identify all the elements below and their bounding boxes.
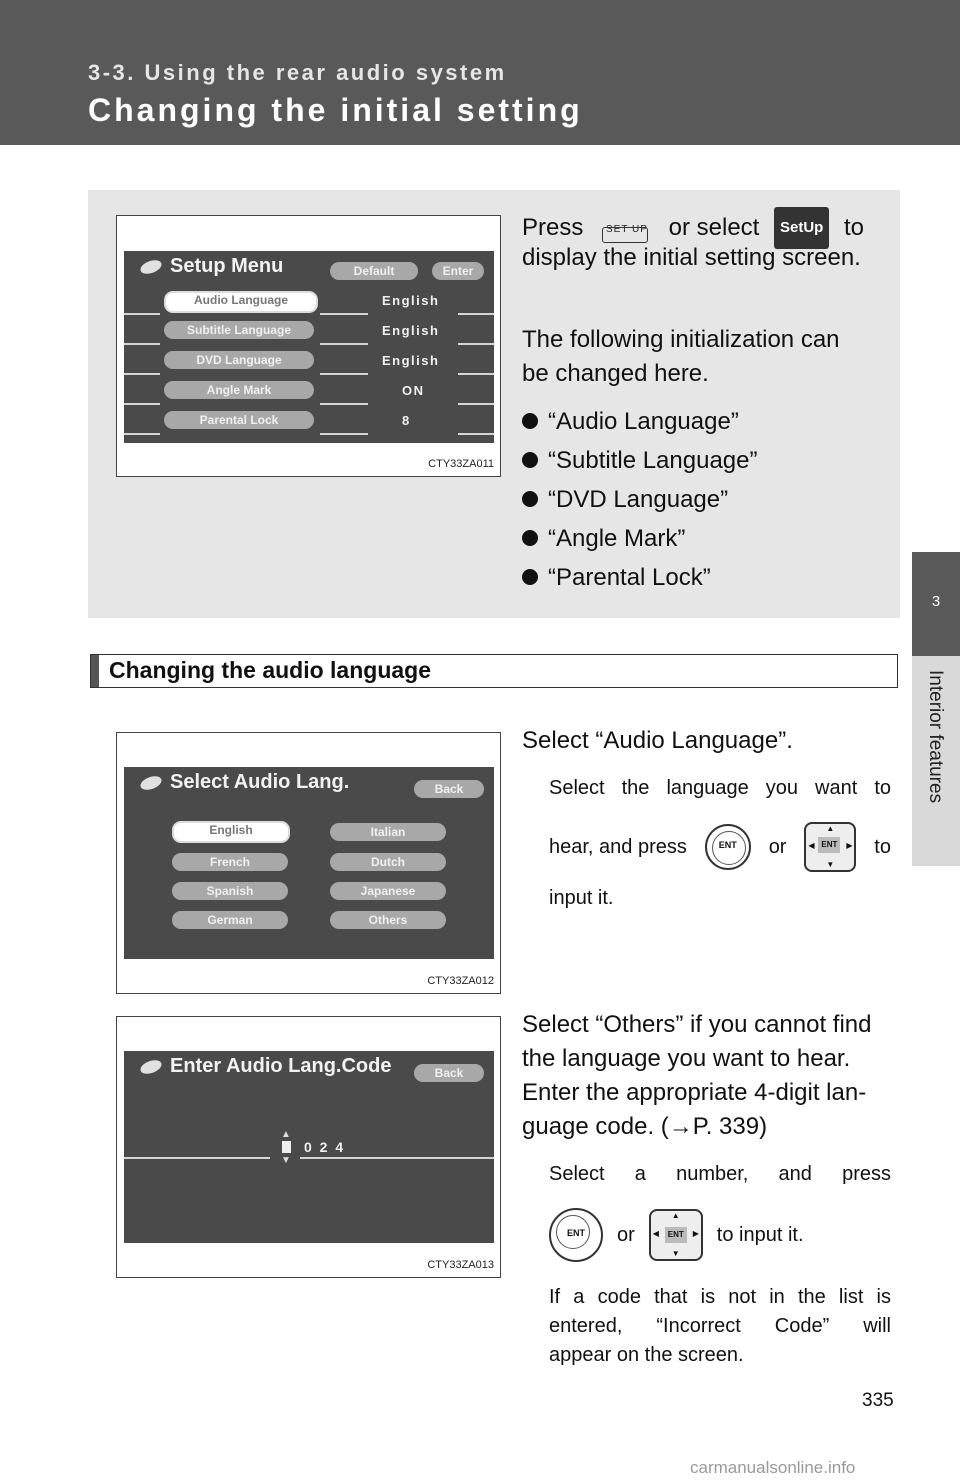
divider	[320, 373, 368, 375]
step-1-note-a: Select the language you want to	[549, 777, 891, 799]
divider	[300, 1157, 494, 1159]
bullet-icon	[522, 530, 538, 546]
divider	[458, 433, 494, 435]
divider	[320, 403, 368, 405]
setup-menu-screen	[124, 251, 494, 443]
step-2-line: the language you want to hear.	[522, 1045, 851, 1072]
figure-enter-code	[116, 1016, 501, 1278]
setup-row-value: ON	[402, 383, 425, 398]
figure-code: CTY33ZA013	[427, 1259, 494, 1271]
bullet-icon	[522, 452, 538, 468]
page-header	[0, 0, 960, 145]
setup-row-value: English	[382, 293, 440, 308]
setup-row-label[interactable]: Angle Mark	[164, 381, 314, 399]
default-button[interactable]: Default	[330, 262, 418, 280]
section-label: 3-3. Using the rear audio system	[88, 60, 507, 85]
setup-row-value: English	[382, 323, 440, 338]
enter-button[interactable]: Enter	[432, 262, 484, 280]
chapter-tab-label: Interior features	[925, 670, 946, 804]
page-title: Changing the initial setting	[88, 92, 583, 128]
disc-icon	[139, 258, 164, 277]
divider	[124, 313, 160, 315]
step-2-line: Select “Others” if you cannot find	[522, 1011, 872, 1038]
language-option[interactable]: Dutch	[330, 853, 446, 871]
step-2-line: guage code. (→P. 339)	[522, 1113, 768, 1140]
setup-row-label[interactable]: Parental Lock	[164, 411, 314, 429]
enter-code-screen	[124, 1051, 494, 1243]
list-item: “Audio Language”	[522, 408, 739, 436]
step-2-note-a: Select a number, and press	[549, 1163, 891, 1185]
step-1-note-c: input it.	[549, 887, 614, 909]
figure-select-audio-lang	[116, 732, 501, 994]
step-2-note-c: appear on the screen.	[549, 1344, 744, 1366]
step-2-line: Enter the appropriate 4-digit lan-	[522, 1079, 867, 1106]
divider	[124, 373, 160, 375]
to-word: to	[843, 214, 864, 241]
screen-title: Enter Audio Lang.Code	[170, 1055, 392, 1077]
select-lang-screen	[124, 767, 494, 959]
divider	[320, 313, 368, 315]
ent-joystick-icon: ▲ ▼ ◀ ▶ ENT	[649, 1209, 703, 1261]
or-select-word: or select	[668, 214, 760, 241]
language-option[interactable]: Italian	[330, 823, 446, 841]
setup-onscreen-button-icon: SetUp	[774, 207, 829, 249]
language-option[interactable]: Spanish	[172, 882, 288, 900]
language-option[interactable]: English	[172, 821, 290, 843]
ent-joystick-icon: ▲ ▼ ◀ ▶ ENT	[804, 822, 856, 872]
language-option[interactable]: French	[172, 853, 288, 871]
language-option[interactable]: Japanese	[330, 882, 446, 900]
step-2-note-c: entered, “Incorrect Code” will	[549, 1315, 891, 1337]
intro-following: The following initialization can be changed here.	[522, 326, 840, 387]
figure-code: CTY33ZA012	[427, 975, 494, 987]
bullet-icon	[522, 569, 538, 585]
step-2-note-c: If a code that is not in the list is	[549, 1286, 891, 1308]
screen-title: Setup Menu	[170, 255, 284, 277]
chapter-tab-number: 3	[912, 552, 960, 656]
page-number: 335	[862, 1390, 894, 1411]
figure-setup-menu	[116, 215, 501, 477]
heading-bar	[91, 655, 99, 687]
screen-title: Select Audio Lang.	[170, 771, 350, 793]
watermark: carmanualsonline.info	[690, 1458, 856, 1477]
setup-row-label[interactable]: Subtitle Language	[164, 321, 314, 339]
language-option[interactable]: German	[172, 911, 288, 929]
divider	[124, 433, 160, 435]
step-1: Select “Audio Language”.	[522, 727, 793, 754]
digit-up-arrow-icon[interactable]: ▲	[281, 1129, 291, 1140]
section-heading	[90, 654, 898, 688]
setup-row-value: English	[382, 353, 440, 368]
setup-row-label[interactable]: Audio Language	[164, 291, 318, 313]
code-digits: 0 2 4	[304, 1139, 346, 1155]
back-button[interactable]: Back	[414, 1064, 484, 1082]
setup-hardware-button-icon	[598, 213, 654, 243]
disc-icon	[139, 1058, 164, 1077]
list-item: “Parental Lock”	[522, 564, 711, 592]
divider	[458, 373, 494, 375]
setup-row-label[interactable]: DVD Language	[164, 351, 314, 369]
ent-button-icon: ENT	[549, 1208, 603, 1262]
divider	[458, 313, 494, 315]
figure-code: CTY33ZA011	[428, 458, 494, 470]
digit-cursor	[282, 1141, 291, 1153]
step-2-note-b-line: ENT or ▲ ▼ ◀ ▶ ENT to input it.	[549, 1208, 804, 1262]
divider	[320, 343, 368, 345]
divider	[320, 433, 368, 435]
press-word: Press	[522, 214, 584, 241]
bullet-icon	[522, 491, 538, 507]
divider	[458, 403, 494, 405]
digit-down-arrow-icon[interactable]: ▼	[281, 1155, 291, 1166]
bullet-icon	[522, 413, 538, 429]
list-item: “Subtitle Language”	[522, 447, 757, 475]
divider	[124, 1157, 270, 1159]
setup-button-label: SET UP	[606, 224, 648, 235]
divider	[458, 343, 494, 345]
back-button[interactable]: Back	[414, 780, 484, 798]
setup-row-value: 8	[402, 413, 411, 428]
step-1-note-b-line: hear, and press ENT or ▲ ▼ ◀ ▶ ENT to	[549, 822, 891, 872]
divider	[124, 343, 160, 345]
section-heading-text: Changing the audio language	[109, 657, 431, 683]
list-item: “DVD Language”	[522, 486, 728, 514]
divider	[124, 403, 160, 405]
ent-button-icon: ENT	[705, 824, 751, 870]
disc-icon	[139, 774, 164, 793]
language-option[interactable]: Others	[330, 911, 446, 929]
list-item: “Angle Mark”	[522, 525, 685, 553]
intro-rest: display the initial setting screen.	[522, 244, 861, 271]
